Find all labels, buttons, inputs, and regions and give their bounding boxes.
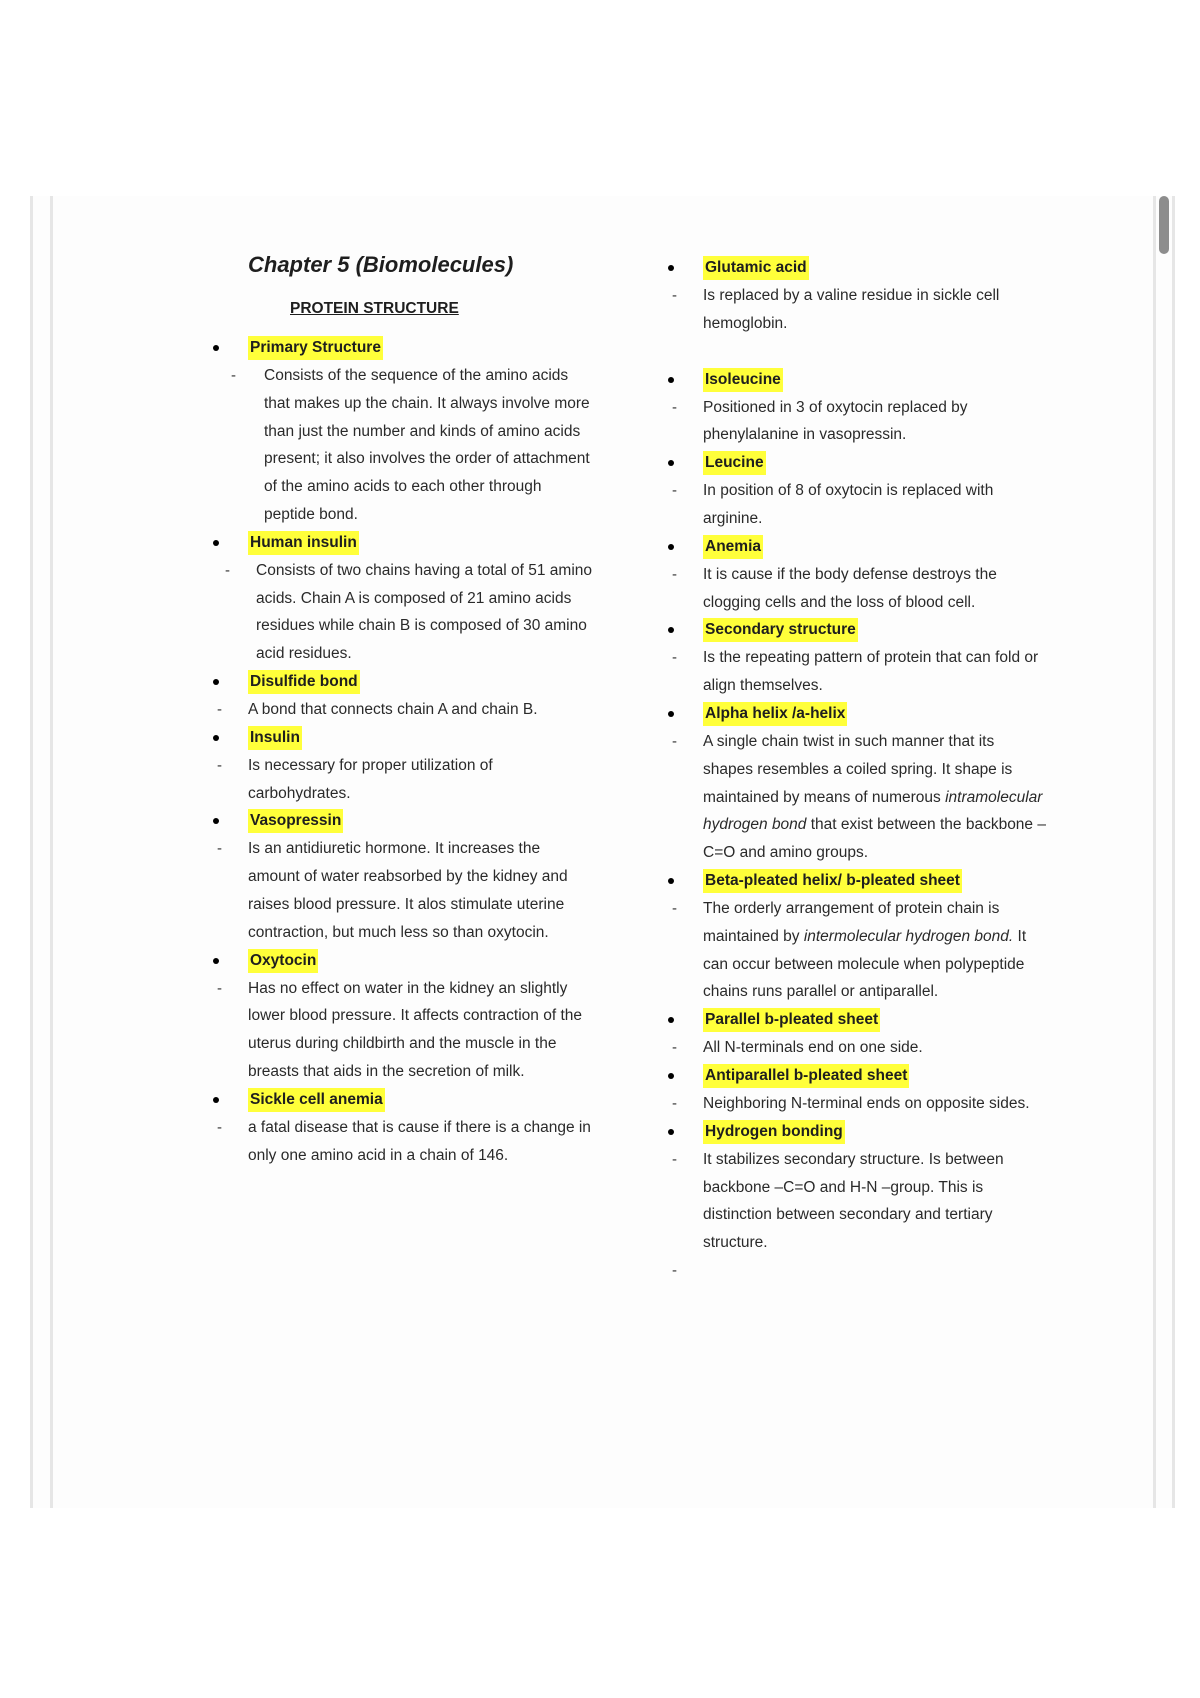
bullet-dot-icon	[668, 544, 674, 550]
dash-icon: -	[217, 756, 222, 774]
dash-icon: -	[672, 482, 677, 500]
item-heading: Parallel b-pleated sheet	[703, 1008, 880, 1032]
detail-emphasis: intramolecular hydrogen bond	[703, 788, 1043, 834]
item-heading: Vasopressin	[248, 809, 343, 833]
bullet-dot-icon	[668, 1073, 674, 1079]
detail-text: A single chain twist in such manner that its shapes resembles a coiled spring. It shape is maintained by means of numerous	[703, 732, 1013, 806]
detail-text: The orderly arrangement of protein chain is maintained by	[703, 899, 1000, 945]
trailing-dash: -	[672, 1261, 677, 1279]
dash-icon: -	[217, 1118, 222, 1136]
list-item	[668, 1006, 1048, 1062]
list-item	[213, 529, 593, 668]
item-heading: Sickle cell anemia	[248, 1088, 385, 1112]
dash-icon: -	[672, 287, 677, 304]
bullet-dot-icon	[213, 735, 219, 741]
item-heading: Glutamic acid	[703, 256, 809, 280]
list-item	[668, 616, 1048, 700]
scrollbar-thumb[interactable]	[1159, 196, 1169, 254]
dash-icon: -	[672, 565, 677, 583]
list-item	[668, 700, 1048, 867]
dash-icon: -	[225, 561, 230, 579]
item-heading: Primary Structure	[248, 336, 383, 360]
bullet-dot-icon	[213, 1097, 219, 1103]
page-right-inner-edge	[1153, 196, 1156, 1508]
list-item	[668, 366, 1048, 450]
list-item	[213, 668, 593, 724]
item-detail: All N-terminals end on one side.	[703, 1039, 923, 1057]
item-heading: Antiparallel b-pleated sheet	[703, 1064, 909, 1088]
dash-icon: -	[217, 700, 222, 718]
page-right-edge	[1172, 196, 1175, 1508]
item-heading: Disulfide bond	[248, 670, 360, 694]
item-heading: Alpha helix /a-helix	[703, 702, 847, 726]
bullet-dot-icon	[213, 958, 219, 964]
item-detail: Is an antidiuretic hormone. It increases the amount of water reabsorbed by the kidney and raises blood pressure. It alos stimulate uterine contraction, but much less so than oxytocin.	[248, 840, 568, 941]
item-heading: Human insulin	[248, 531, 359, 555]
item-detail: Consists of two chains having a total of 51 amino acids. Chain A is composed of 21 amino acids residues while chain B is composed of 30 amino acid residues.	[256, 561, 593, 663]
item-detail: Consists of the sequence of the amino acids that makes up the chain. It always involve more than just the number and kinds of amino acids present; it also involves the order of attachment of the amino acids to each other through peptide bond.	[264, 367, 590, 523]
item-heading: Isoleucine	[703, 368, 783, 392]
right-column	[668, 254, 1048, 1285]
dash-icon: -	[672, 1039, 677, 1057]
item-detail	[668, 895, 1048, 1006]
item-detail: Neighboring N-terminal ends on opposite sides.	[703, 1094, 1030, 1112]
item-heading: Oxytocin	[248, 949, 318, 973]
item-detail: Is the repeating pattern of protein that can fold or align themselves.	[703, 649, 1039, 695]
item-detail: a fatal disease that is cause if there is a change in only one amino acid in a chain of 146.	[248, 1118, 591, 1164]
item-detail: Has no effect on water in the kidney an slightly lower blood pressure. It affects contraction of the uterus during childbirth and the muscle in the breasts that aids in the secretion of milk.	[248, 979, 583, 1080]
dash-icon: -	[672, 398, 677, 416]
list-item	[213, 947, 593, 1086]
bullet-dot-icon	[213, 540, 219, 546]
page-left-edge	[30, 196, 33, 1508]
bullet-dot-icon	[668, 627, 674, 633]
bullet-dot-icon	[668, 377, 674, 383]
left-column	[213, 250, 593, 1169]
dash-icon: -	[672, 899, 677, 917]
item-heading: Leucine	[703, 451, 766, 475]
detail-text: that exist between the backbone –C=O and amino groups.	[703, 816, 1046, 862]
dash-icon: -	[672, 732, 677, 750]
list-item	[668, 449, 1048, 533]
list-item	[668, 254, 1048, 338]
bullet-dot-icon	[213, 818, 219, 824]
page-title: Chapter 5 (Biomolecules)	[248, 252, 514, 277]
list-item	[668, 533, 1048, 617]
dash-icon: -	[217, 979, 222, 997]
list-item	[668, 1118, 1048, 1257]
item-heading: Hydrogen bonding	[703, 1120, 845, 1144]
dash-icon: -	[231, 367, 236, 384]
list-item	[213, 807, 593, 946]
section-subtitle: PROTEIN STRUCTURE	[290, 300, 459, 317]
item-detail: In position of 8 of oxytocin is replaced with arginine.	[703, 482, 994, 527]
bullet-dot-icon	[668, 1129, 674, 1135]
item-heading: Secondary structure	[703, 618, 858, 642]
list-item	[668, 867, 1048, 1006]
detail-text: It can occur between molecule when polypeptide chains runs parallel or antiparallel.	[703, 927, 1027, 1001]
bullet-dot-icon	[668, 265, 674, 271]
item-detail: Is necessary for proper utilization of carbohydrates.	[248, 756, 493, 802]
item-detail: It stabilizes secondary structure. Is between backbone –C=O and H-N –group. This is distinction between secondary and tertiary structure.	[703, 1150, 1004, 1252]
dash-icon: -	[672, 1094, 677, 1112]
detail-emphasis: intermolecular hydrogen bond.	[803, 927, 1014, 945]
item-detail: Positioned in 3 of oxytocin replaced by phenylalanine in vasopressin.	[703, 398, 968, 444]
bullet-dot-icon	[213, 345, 219, 351]
bullet-dot-icon	[668, 711, 674, 717]
item-detail: Is replaced by a valine residue in sickle cell hemoglobin.	[703, 287, 1000, 332]
bullet-dot-icon	[213, 679, 219, 685]
list-item	[213, 724, 593, 808]
item-heading: Anemia	[703, 535, 763, 559]
dash-icon: -	[672, 1150, 677, 1168]
bullet-dot-icon	[668, 460, 674, 466]
bullet-dot-icon	[668, 1017, 674, 1023]
item-heading: Insulin	[248, 726, 302, 750]
item-detail: It is cause if the body defense destroys the clogging cells and the loss of blood cell.	[703, 565, 997, 611]
item-detail: A bond that connects chain A and chain B.	[248, 700, 538, 718]
page-left-inner-edge	[50, 196, 53, 1508]
list-item	[668, 1062, 1048, 1118]
bullet-dot-icon	[668, 878, 674, 884]
item-detail	[668, 728, 1048, 867]
dash-icon: -	[672, 649, 677, 667]
item-heading: Beta-pleated helix/ b-pleated sheet	[703, 869, 962, 893]
dash-icon: -	[217, 840, 222, 858]
list-item	[213, 334, 593, 529]
list-item	[213, 1086, 593, 1170]
